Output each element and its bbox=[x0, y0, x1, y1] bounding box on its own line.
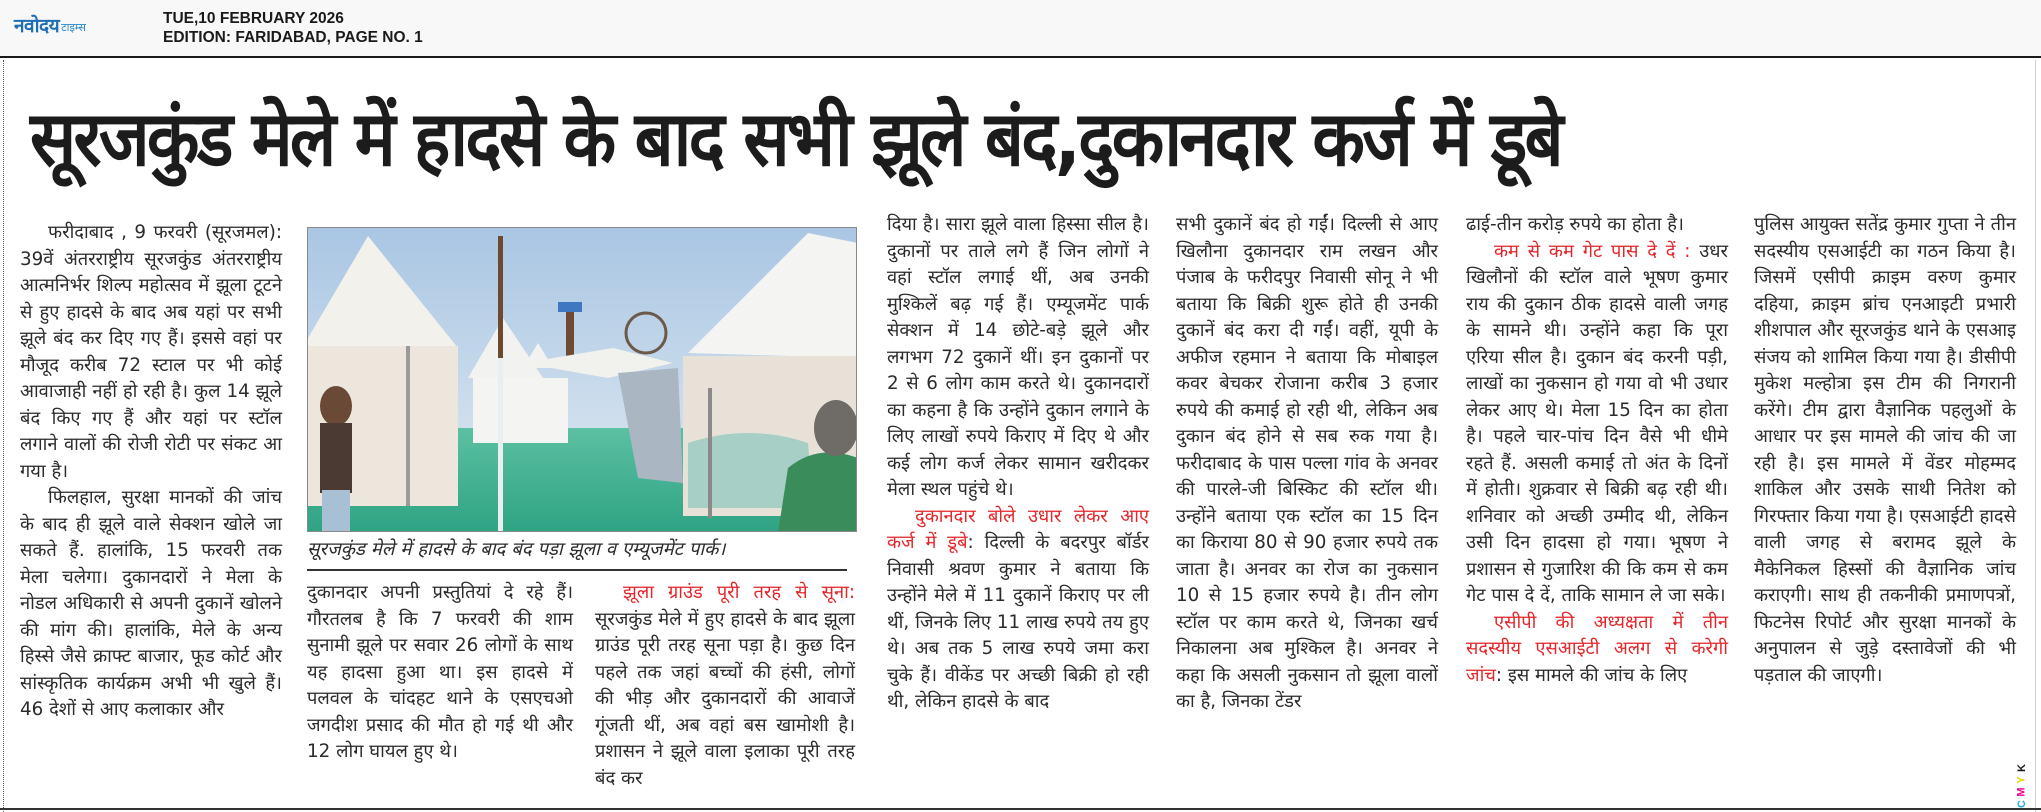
subheading: एसीपी की अध्यक्षता में तीन सदस्यीय एसआईटी अलग से करेगी जांच bbox=[1466, 611, 1728, 686]
issue-date: TUE,10 FEBRUARY 2026 bbox=[163, 10, 344, 27]
edition-page: EDITION: FARIDABAD, PAGE NO. 1 bbox=[163, 29, 423, 46]
edition-info bbox=[163, 9, 423, 47]
article-column-5 bbox=[1466, 212, 1728, 689]
left-margin-rule bbox=[3, 60, 4, 812]
cmyk-c: C bbox=[2015, 800, 2028, 808]
subheading: दुकानदार बोले उधार लेकर आए कर्ज में डूबे bbox=[887, 505, 1149, 553]
paragraph bbox=[1466, 610, 1728, 690]
logo-sub-text: टाइम्स bbox=[61, 21, 86, 34]
article-headline: सूरजकुंड मेले में हादसे के बाद सभी झूले बंद,दुकानदार कर्ज में डूबे bbox=[30, 94, 1561, 183]
subheading: कम से कम गेट पास दे दें : bbox=[1494, 240, 1691, 262]
article-column-1 bbox=[20, 220, 282, 724]
paragraph: दिया है। सारा झूले वाला हिस्सा सील है। दुकानों पर ताले लगे हैं जिन लोगों ने वहां स्टॉल लगाई थीं, अब उनकी मुश्किलें बढ़ गई हैं। एम्यूजमेंट पार्क सेक्शन में 14 छोटे-बड़े झूले और लगभग 72 दुकानें थीं। इन दुकानों पर 2 से 6 लोग काम करते थे। दुकानदारों का कहना है कि उन्होंने दुकान लगाने के लिए लाखों रुपये किराए में दिए थे और कई लोग कर्ज लेकर सामान खरीदकर मेला स्थल पहुंचे थे। bbox=[887, 214, 1149, 500]
article-column-2a bbox=[307, 580, 573, 766]
paragraph-text: सूरजकुंड मेले में हुए हादसे के बाद झूला ग्राउंड पूरी तरह सूना पड़ा है। कुछ दिन पहले तक जहां बच्चों की हंसी, लोगों की भीड़ और दुकानदारों की आवाजें गूंजती थीं, अब वहां बस खामोशी है। प्रशासन ने झूले वाला इलाका पूरी तरह बंद कर bbox=[595, 608, 855, 789]
paragraph: फरीदाबाद , 9 फरवरी (सूरजमल): 39वें अंतरराष्ट्रीय सूरजकुंड अंतरराष्ट्रीय आत्मनिर्भर शिल्प महोत्सव में झूला टूटने से हुए हादसे के बाद अब यहां पर सभी झूले बंद कर दिए गए हैं। इससे वहां पर मौजूद करीब 72 स्टाल पर भी कोई आवाजाही नहीं हो रही है। कुल 14 झूले बंद किए गए हैं और यहां पर स्टॉल लगाने वालों की रोजी रोटी पर संकट आ गया है। bbox=[20, 222, 282, 482]
paragraph-text: : दिल्ली के बदरपुर बॉर्डर निवासी श्रवण कुमार ने बताया कि उन्होंने मेले में 11 दुकानें किराए पर ली थीं, जिनके लिए 11 लाख रुपये तय हुए थे। अब तक 5 लाख रुपये जमा करा चुके हैं। वीकेंड पर अच्छी बिक्री हो रही थी, लेकिन हादसे के बाद bbox=[887, 532, 1149, 712]
paragraph: पुलिस आयुक्त सतेंद्र कुमार गुप्ता ने तीन सदस्यीय एसआईटी का गठन किया है। जिसमें एसीपी क्राइम वरुण कुमार दहिया, क्राइम ब्रांच एनआइटी प्रभारी शीशपाल और सूरजकुंड थाने के एसआइ संजय को शामिल किया गया है। डीसीपी मुकेश मल्होत्रा इस टीम की निगरानी करेंगे। टीम द्वारा वैज्ञानिक पहलुओं के आधार पर इस मामले की जांच की जा रही है। इस मामले में वेंडर मोहम्मद शाकिल और उसके साथी नितेश को गिरफ्तार किया गया है। एसआईटी हादसे वाली जगह से बरामद झूले के मैकेनिकल हिस्सों की वैज्ञानिक जांच कराएगी। साथ ही तकनीकी प्रमाणपत्रों, फिटनेस रिपोर्ट और सुरक्षा मानकों के अनुपालन से जुड़े दस्तावेजों की भी पड़ताल की जाएगी। bbox=[1754, 214, 2016, 686]
right-margin-rule bbox=[2035, 60, 2036, 812]
article-column-6 bbox=[1754, 212, 2016, 689]
article-column-4 bbox=[1176, 212, 1438, 716]
page-header bbox=[0, 0, 2041, 58]
paragraph-text: : इस मामले की जांच के लिए bbox=[1495, 664, 1688, 686]
cmyk-k: K bbox=[2015, 764, 2028, 772]
paragraph bbox=[595, 580, 855, 792]
cmyk-m: M bbox=[2015, 787, 2028, 797]
page-bottom-rule bbox=[0, 808, 2041, 810]
newspaper-logo[interactable] bbox=[14, 11, 86, 37]
cmyk-registration-mark bbox=[2012, 760, 2032, 810]
paragraph: ढाई-तीन करोड़ रुपये का होता है। bbox=[1466, 214, 1684, 235]
paragraph bbox=[1466, 239, 1728, 610]
logo-main-text: नवोदय bbox=[14, 15, 60, 37]
paragraph: दुकानदार अपनी प्रस्तुतियां दे रहे हैं। गौरतलब है कि 7 फरवरी की शाम सुनामी झूले पर सवार 26 लोगों के साथ यह हादसा हुआ था। इस हादसे में पलवल के चांदहट थाने के एसएचओ जगदीश प्रसाद की मौत हो गई थी और 12 लोग घायल हुए थे। bbox=[307, 582, 573, 762]
caption-divider bbox=[307, 569, 847, 571]
fair-tents-photo-illustration bbox=[308, 228, 857, 532]
article-photo[interactable] bbox=[307, 227, 857, 532]
paragraph-text: उधर खिलौनों की स्टॉल वाले भूषण कुमार राय की दुकान ठीक हादसे वाली जगह के सामने थी। उन्होंने कहा कि पूरा एरिया सील है। दुकान बंद करनी पड़ी, लाखों का नुकसान हो गया वो भी उधार लेकर आए थे। मेला 15 दिन का होता है। पहले चार-पांच दिन वैसे भी धीमे रहते हैं. असली कमाई तो अंत के दिनों में होती। शुक्रवार से बिक्री बढ़ रही थी। शनिवार को अच्छी उम्मीद थी, लेकिन उसी दिन हादसा हो गया। भूषण ने प्रशासन से गुजारिश की कि कम से कम गेट पास दे दें, ताकि सामान ले जा सके। bbox=[1466, 240, 1728, 606]
subheading: झूला ग्राउंड पूरी तरह से सूना: bbox=[623, 582, 855, 603]
paragraph bbox=[887, 504, 1149, 716]
paragraph: फिलहाल, सुरक्षा मानकों की जांच के बाद ही झूले वाले सेक्शन खोले जा सकते हैं. हालांकि, 15 फरवरी तक मेला चलेगा। दुकानदारों ने मेला के नोडल अधिकारी से अपनी दुकानें खोलने की मांग की। हालांकि, मेले के अन्य हिस्से जैसे क्राफ्ट बाजार, फूड कोर्ट और सांस्कृतिक कार्यक्रम अभी भी खुले हैं।46 देशों से आए कलाकार और bbox=[20, 487, 282, 720]
cmyk-y: Y bbox=[2016, 776, 2028, 784]
paragraph: सभी दुकानें बंद हो गईं। दिल्ली से आए खिलौना दुकानदार राम लखन और पंजाब के फरीदपुर निवासी सोनू ने भी बताया कि बिक्री शुरू होते ही उनकी दुकानें बंद करा दी गईं। वहीं, यूपी के अफीज रहमान ने बताया कि मोबाइल कवर बेचकर रोजाना करीब 3 हजार रुपये की कमाई हो रही थी, लेकिन अब दुकान बंद होने से सब रुक गया है। फरीदाबाद के पास पल्ला गांव के अनवर की पारले-जी बिस्किट की स्टॉल थी। उन्होंने बताया एक स्टॉल का 15 दिन का किराया 80 से 90 हजार रुपये तक जाता है। अनवर का रोज का नुकसान 10 से 15 हजार रुपये है। तीन लोग स्टॉल पर काम करते थे, जिनका खर्च निकालना अब मुश्किल है। अनवर ने कहा कि असली नुकसान तो झूला वालों का है, जिनका टेंडर bbox=[1176, 214, 1438, 712]
article-column-2b bbox=[595, 580, 855, 792]
photo-caption: सूरजकुंड मेले में हादसे के बाद बंद पड़ा झूला व एम्यूजमेंट पार्क। bbox=[307, 539, 726, 560]
article-column-3 bbox=[887, 212, 1149, 716]
